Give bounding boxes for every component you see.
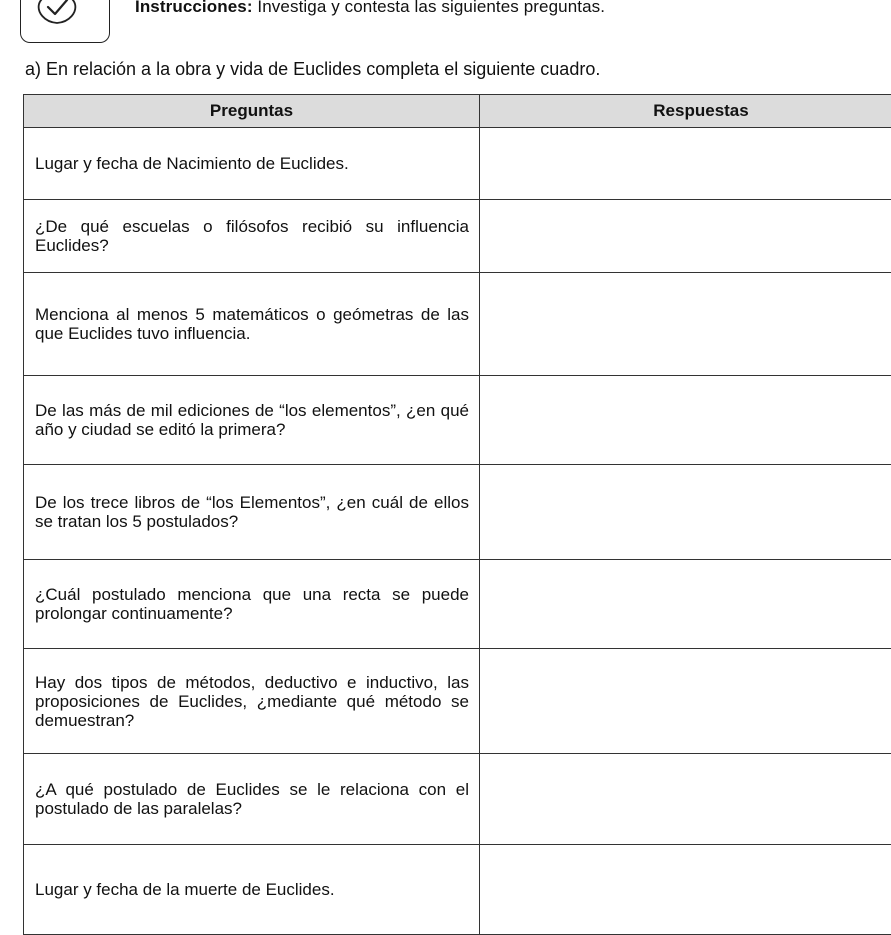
answer-cell[interactable] [480,376,891,465]
instructions-line [135,0,605,17]
table-row [24,560,891,649]
question-cell: ¿De qué escuelas o filósofos recibió su influencia Euclides? [24,200,480,273]
intro-text: a) En relación a la obra y vida de Euclides completa el siguiente cuadro. [25,59,600,80]
table-row [24,845,891,935]
question-cell: Menciona al menos 5 matemáticos o geómetras de las que Euclides tuvo influencia. [24,273,480,376]
table-row [24,273,891,376]
answer-cell[interactable] [480,200,891,273]
instructions-icon-frame [20,0,110,43]
question-cell: Lugar y fecha de la muerte de Euclides. [24,845,480,935]
question-cell: Hay dos tipos de métodos, deductivo e inductivo, las proposiciones de Euclides, ¿mediante qué método se demuestran? [24,649,480,754]
table-row [24,465,891,560]
table-row [24,754,891,845]
instructions-text: Investiga y contesta las siguientes preguntas. [253,0,605,16]
answer-cell[interactable] [480,754,891,845]
answer-cell[interactable] [480,273,891,376]
table-header-row [24,95,891,128]
answer-cell[interactable] [480,128,891,200]
answer-cell[interactable] [480,845,891,935]
answer-cell[interactable] [480,649,891,754]
question-cell: ¿A qué postulado de Euclides se le relaciona con el postulado de las paralelas? [24,754,480,845]
instructions-label: Instrucciones: [135,0,253,16]
question-cell: De los trece libros de “los Elementos”, ¿en cuál de ellos se tratan los 5 postulados? [24,465,480,560]
table-row [24,376,891,465]
answer-cell[interactable] [480,560,891,649]
answer-cell[interactable] [480,465,891,560]
table-row [24,649,891,754]
check-badge-icon [35,0,79,26]
questions-table [23,94,891,935]
table-row [24,128,891,200]
header-questions: Preguntas [24,95,480,128]
question-cell: Lugar y fecha de Nacimiento de Euclides. [24,128,480,200]
header-answers: Respuestas [480,95,891,128]
table-row [24,200,891,273]
question-cell: ¿Cuál postulado menciona que una recta se puede prolongar continuamente? [24,560,480,649]
question-cell: De las más de mil ediciones de “los elementos”, ¿en qué año y ciudad se editó la primera? [24,376,480,465]
